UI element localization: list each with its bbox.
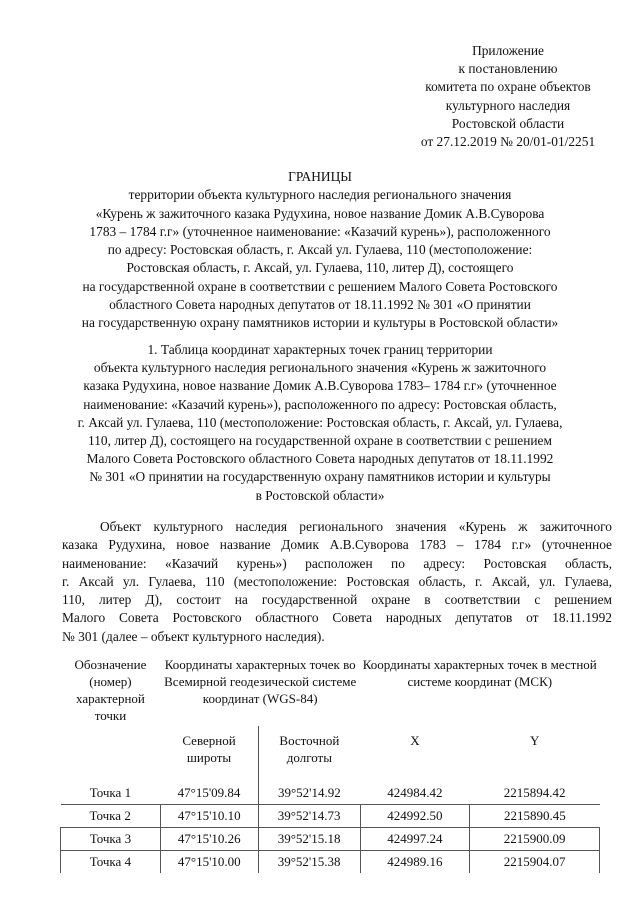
point-name: Точка 3	[61, 828, 161, 851]
section-line: 110, литер Д), состоящего на государственной охране в соответствии с решением	[88, 433, 552, 449]
section-line: № 301 «О принятии на государственную охрану памятников истории и культуры	[89, 469, 551, 485]
header-x: X	[410, 733, 420, 748]
y-value: 2215894.42	[470, 782, 600, 805]
header-north-latitude: Северной широты	[182, 733, 236, 765]
attachment-line: Ростовской области	[451, 115, 565, 131]
east-longitude-value: 39°52'14.73	[258, 805, 360, 828]
paragraph-line: наименование: «Казачий курень») расположен по адресу: Ростовская область,	[62, 555, 612, 571]
north-latitude-value: 47°15'09.84	[160, 782, 258, 805]
section-line: в Ростовской области»	[255, 487, 385, 503]
heading-line: на государственной охране в соответствии с решением Малого Совета Ростовского	[82, 278, 558, 294]
coordinates-table	[60, 650, 600, 873]
header-y: Y	[529, 733, 540, 748]
heading-line: Ростовская область, г. Аксай, ул. Гулаева, 110, литер Д), состоящего	[126, 260, 514, 276]
point-name: Точка 1	[61, 782, 161, 805]
attachment-date-line: от 27.12.2019 № 20/01-01/2251	[420, 134, 596, 150]
heading-line: по адресу: Ростовская область, г. Аксай ул. Гулаева, 110 (местоположение:	[107, 242, 533, 258]
document-title: ГРАНИЦЫ	[288, 169, 352, 184]
object-description-paragraph	[62, 518, 612, 646]
header-designation: Обозначение (номер) характерной точки	[74, 657, 147, 723]
header-wgs84: Координаты характерных точек во Всемирной геодезической системе координат (WGS-84)	[164, 657, 357, 706]
paragraph-line: казака Рудухина, новое название Домик А.В.Суворова 1783 – 1784 г.г» (уточненное	[62, 537, 612, 553]
section-line: г. Аксай ул. Гулаева, 110 (местоположение: Ростовская область, г. Аксай, ул. Гулаева,	[77, 414, 563, 430]
section-line: Малого Совета Ростовского областного Совета народных депутатов от 18.11.1992	[86, 451, 554, 467]
section-line: казака Рудухина, новое название Домик А.В.Суворова 1783– 1784 г.г» (уточненное	[83, 378, 557, 394]
attachment-line: Приложение	[472, 43, 544, 58]
section-line: 1. Таблица координат характерных точек границ территории	[147, 342, 493, 357]
document-heading	[20, 168, 620, 333]
section-line: наименование: «Казачий курень»), расположенного по адресу: Ростовская область,	[83, 396, 557, 412]
attachment-line: комитета по охране объектов	[425, 79, 591, 95]
x-value: 424984.42	[360, 782, 470, 805]
y-value: 2215900.09	[470, 828, 600, 851]
east-longitude-value: 39°52'14.92	[258, 782, 360, 805]
y-value: 2215904.07	[470, 851, 600, 874]
heading-line: территории объекта культурного наследия регионального значения	[128, 187, 512, 203]
paragraph-line: г. Аксай ул. Гулаева, 110 (местоположение: Ростовская область, г. Аксай, ул. Гулаева,	[62, 573, 612, 589]
attachment-block	[400, 42, 616, 151]
heading-line: 1783 – 1784 г.г» (уточненное наименование: «Казачий курень»), расположенного	[89, 223, 551, 239]
header-msk: Координаты характерных точек в местной системе координат (МСК)	[362, 657, 597, 689]
table-row	[61, 782, 600, 805]
attachment-line: культурного наследия	[445, 97, 571, 113]
north-latitude-value: 47°15'10.10	[160, 805, 258, 828]
x-value: 424997.24	[360, 828, 470, 851]
north-latitude-value: 47°15'10.00	[160, 851, 258, 874]
point-name: Точка 2	[61, 805, 161, 828]
paragraph-line: Малого Совета Ростовского областного Совета народных депутатов от 18.11.1992	[62, 610, 612, 626]
table-header-row	[61, 650, 600, 726]
table-row	[61, 851, 600, 874]
attachment-line: к постановлению	[458, 61, 558, 77]
section-line: объекта культурного наследия регионального значения «Курень ж зажиточного	[93, 360, 547, 376]
paragraph-line: Объект культурного наследия регионального значения «Курень ж зажиточного	[100, 519, 612, 534]
heading-line: на государственную охрану памятников истории и культуры в Ростовской области»	[81, 315, 559, 331]
paragraph-line: № 301 (далее – объект культурного наследия).	[62, 628, 325, 644]
y-value: 2215890.45	[470, 805, 600, 828]
east-longitude-value: 39°52'15.38	[258, 851, 360, 874]
north-latitude-value: 47°15'10.26	[160, 828, 258, 851]
x-value: 424992.50	[360, 805, 470, 828]
table-row	[61, 805, 600, 828]
heading-line: «Курень ж зажиточного казака Рудухина, новое название Домик А.В.Суворова	[95, 205, 545, 221]
paragraph-line: 110, литер Д), состоит на государственной охране в соответствии с решением	[62, 592, 612, 608]
heading-line: областного Совета народных депутатов от 18.11.1992 № 301 «О принятии	[109, 297, 531, 313]
header-east-longitude: Восточной долготы	[258, 726, 360, 782]
x-value: 424989.16	[360, 851, 470, 874]
table-row	[61, 828, 600, 851]
east-longitude-value: 39°52'15.18	[258, 828, 360, 851]
point-name: Точка 4	[61, 851, 161, 874]
section-title	[50, 341, 590, 505]
